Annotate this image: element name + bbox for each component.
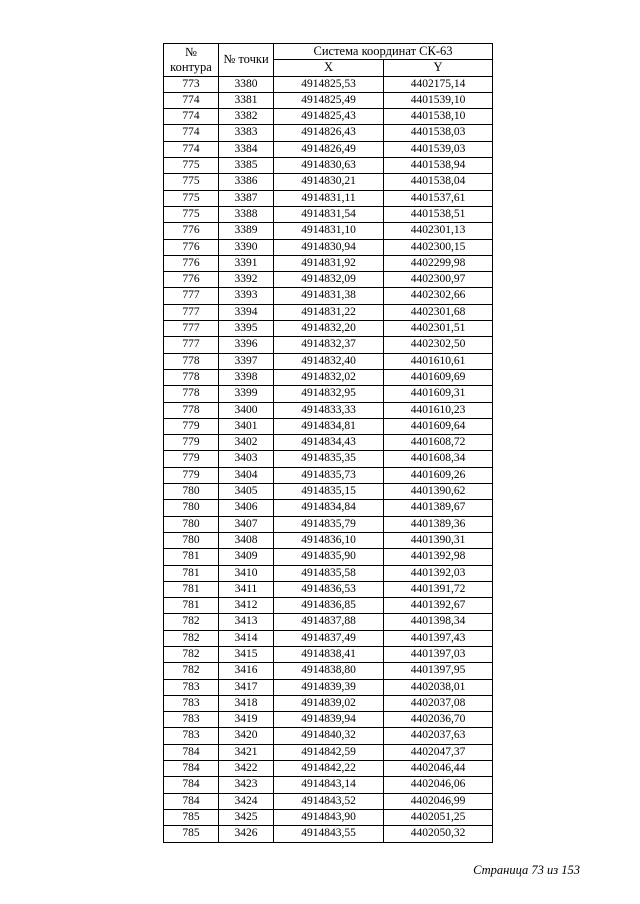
x-cell: 4914836,85 [274,598,384,614]
contour-cell: 782 [164,646,219,662]
x-cell: 4914831,92 [274,255,384,271]
y-cell: 4401389,36 [384,516,493,532]
table-row [164,158,493,174]
point-cell: 3409 [219,549,274,565]
contour-cell: 778 [164,369,219,385]
contour-cell: 783 [164,679,219,695]
contour-cell: 784 [164,777,219,793]
x-cell: 4914831,54 [274,206,384,222]
contour-cell: 774 [164,92,219,108]
point-cell: 3398 [219,369,274,385]
x-cell: 4914843,90 [274,809,384,825]
point-cell: 3404 [219,467,274,483]
contour-cell: 782 [164,630,219,646]
x-cell: 4914830,21 [274,174,384,190]
x-cell: 4914826,43 [274,125,384,141]
x-cell: 4914835,79 [274,516,384,532]
x-cell: 4914840,32 [274,728,384,744]
table-row [164,532,493,548]
y-cell: 4401390,62 [384,484,493,500]
point-cell: 3390 [219,239,274,255]
table-row [164,353,493,369]
y-cell: 4401538,51 [384,206,493,222]
coordinates-table [163,43,493,843]
point-cell: 3402 [219,435,274,451]
y-cell: 4401539,03 [384,141,493,157]
point-cell: 3417 [219,679,274,695]
x-cell: 4914835,15 [274,484,384,500]
table-row [164,712,493,728]
contour-cell: 781 [164,549,219,565]
contour-cell: 783 [164,712,219,728]
point-cell: 3401 [219,418,274,434]
y-cell: 4401397,43 [384,630,493,646]
x-cell: 4914834,84 [274,500,384,516]
contour-cell: 785 [164,826,219,842]
table-row [164,809,493,825]
table-row [164,663,493,679]
table-row [164,255,493,271]
x-cell: 4914835,58 [274,565,384,581]
contour-cell: 784 [164,761,219,777]
y-cell: 4402038,01 [384,679,493,695]
x-cell: 4914826,49 [274,141,384,157]
point-number-header: № точки [219,44,274,77]
y-cell: 4402037,63 [384,728,493,744]
table-row [164,793,493,809]
contour-cell: 782 [164,614,219,630]
table-row [164,451,493,467]
table-row [164,581,493,597]
point-cell: 3399 [219,386,274,402]
x-cell: 4914835,90 [274,549,384,565]
point-cell: 3387 [219,190,274,206]
contour-cell: 776 [164,239,219,255]
table-row [164,190,493,206]
table-row [164,321,493,337]
table-row [164,92,493,108]
x-cell: 4914836,53 [274,581,384,597]
contour-cell: 775 [164,206,219,222]
point-cell: 3418 [219,695,274,711]
contour-cell: 776 [164,223,219,239]
y-cell: 4401389,67 [384,500,493,516]
contour-cell: 779 [164,467,219,483]
x-cell: 4914833,33 [274,402,384,418]
contour-cell: 774 [164,109,219,125]
point-cell: 3423 [219,777,274,793]
contour-cell: 777 [164,304,219,320]
table-header-row [164,44,493,60]
y-cell: 4402175,14 [384,76,493,92]
point-cell: 3413 [219,614,274,630]
table-row [164,435,493,451]
point-cell: 3412 [219,598,274,614]
contour-cell: 774 [164,141,219,157]
table-row [164,109,493,125]
y-cell: 4401391,72 [384,581,493,597]
x-cell: 4914839,39 [274,679,384,695]
contour-cell: 775 [164,190,219,206]
y-cell: 4402047,37 [384,744,493,760]
y-cell: 4401397,03 [384,646,493,662]
y-cell: 4401538,10 [384,109,493,125]
contour-cell: 778 [164,353,219,369]
y-column-header: Y [384,60,493,76]
x-cell: 4914842,22 [274,761,384,777]
y-cell: 4401539,10 [384,92,493,108]
contour-cell: 773 [164,76,219,92]
table-row [164,272,493,288]
x-cell: 4914831,38 [274,288,384,304]
contour-cell: 784 [164,744,219,760]
y-cell: 4401537,61 [384,190,493,206]
table-row [164,598,493,614]
y-cell: 4401390,31 [384,532,493,548]
y-cell: 4402302,66 [384,288,493,304]
y-cell: 4401610,61 [384,353,493,369]
point-cell: 3406 [219,500,274,516]
contour-cell: 780 [164,516,219,532]
contour-cell: 778 [164,386,219,402]
y-cell: 4401392,03 [384,565,493,581]
contour-header-word: контура [170,59,212,74]
table-row [164,549,493,565]
y-cell: 4401398,34 [384,614,493,630]
table-row [164,337,493,353]
y-cell: 4401609,64 [384,418,493,434]
table-row [164,174,493,190]
table-row [164,125,493,141]
point-cell: 3397 [219,353,274,369]
point-cell: 3403 [219,451,274,467]
contour-cell: 776 [164,255,219,271]
x-column-header: X [274,60,384,76]
contour-cell: 780 [164,532,219,548]
contour-cell: 777 [164,337,219,353]
table-body [164,76,493,842]
contour-cell: 777 [164,321,219,337]
contour-cell: 776 [164,272,219,288]
x-cell: 4914832,20 [274,321,384,337]
table-row [164,402,493,418]
contour-number-header [164,44,219,77]
table-row [164,484,493,500]
y-cell: 4401610,23 [384,402,493,418]
table-row [164,223,493,239]
x-cell: 4914836,10 [274,532,384,548]
contour-cell: 781 [164,581,219,597]
y-cell: 4401392,67 [384,598,493,614]
x-cell: 4914843,55 [274,826,384,842]
page-number: Страница 73 из 153 [473,863,580,877]
point-cell: 3380 [219,76,274,92]
y-cell: 4402036,70 [384,712,493,728]
contour-cell: 779 [164,418,219,434]
point-cell: 3384 [219,141,274,157]
contour-cell: 777 [164,288,219,304]
x-cell: 4914842,59 [274,744,384,760]
point-cell: 3416 [219,663,274,679]
point-cell: 3383 [219,125,274,141]
point-cell: 3408 [219,532,274,548]
x-cell: 4914835,73 [274,467,384,483]
coordinate-system-header: Система координат СК-63 [274,44,493,60]
point-cell: 3407 [219,516,274,532]
table-row [164,826,493,842]
point-cell: 3392 [219,272,274,288]
table-row [164,239,493,255]
point-cell: 3415 [219,646,274,662]
y-cell: 4402299,98 [384,255,493,271]
table-row [164,777,493,793]
contour-cell: 781 [164,565,219,581]
contour-cell: 775 [164,174,219,190]
x-cell: 4914834,43 [274,435,384,451]
point-cell: 3382 [219,109,274,125]
contour-cell: 779 [164,435,219,451]
point-cell: 3395 [219,321,274,337]
y-cell: 4401538,03 [384,125,493,141]
y-cell: 4401538,04 [384,174,493,190]
x-cell: 4914825,53 [274,76,384,92]
contour-header-symbol: № [185,44,197,59]
x-cell: 4914832,40 [274,353,384,369]
table-row [164,141,493,157]
point-cell: 3422 [219,761,274,777]
x-cell: 4914830,94 [274,239,384,255]
y-cell: 4402037,08 [384,695,493,711]
point-cell: 3419 [219,712,274,728]
point-cell: 3388 [219,206,274,222]
contour-cell: 774 [164,125,219,141]
point-cell: 3426 [219,826,274,842]
table-row [164,304,493,320]
x-cell: 4914825,43 [274,109,384,125]
point-cell: 3424 [219,793,274,809]
table-row [164,646,493,662]
y-cell: 4402046,06 [384,777,493,793]
table-row [164,516,493,532]
table-row [164,500,493,516]
point-cell: 3411 [219,581,274,597]
x-cell: 4914825,49 [274,92,384,108]
x-cell: 4914832,09 [274,272,384,288]
x-cell: 4914831,10 [274,223,384,239]
x-cell: 4914834,81 [274,418,384,434]
y-cell: 4401609,31 [384,386,493,402]
y-cell: 4402046,99 [384,793,493,809]
y-cell: 4402051,25 [384,809,493,825]
contour-cell: 781 [164,598,219,614]
table-row [164,630,493,646]
x-cell: 4914838,41 [274,646,384,662]
table-row [164,761,493,777]
contour-cell: 780 [164,500,219,516]
table-row [164,206,493,222]
contour-cell: 783 [164,728,219,744]
contour-cell: 784 [164,793,219,809]
x-cell: 4914830,63 [274,158,384,174]
table-row [164,565,493,581]
table-row [164,614,493,630]
table-row [164,695,493,711]
table-row [164,679,493,695]
point-cell: 3410 [219,565,274,581]
x-cell: 4914843,14 [274,777,384,793]
contour-cell: 779 [164,451,219,467]
x-cell: 4914839,94 [274,712,384,728]
x-cell: 4914832,95 [274,386,384,402]
x-cell: 4914832,37 [274,337,384,353]
contour-cell: 783 [164,695,219,711]
contour-cell: 778 [164,402,219,418]
x-cell: 4914838,80 [274,663,384,679]
table-row [164,76,493,92]
contour-cell: 780 [164,484,219,500]
x-cell: 4914835,35 [274,451,384,467]
point-cell: 3421 [219,744,274,760]
x-cell: 4914843,52 [274,793,384,809]
point-cell: 3393 [219,288,274,304]
table-row [164,744,493,760]
point-cell: 3389 [219,223,274,239]
table-row [164,418,493,434]
contour-cell: 775 [164,158,219,174]
x-cell: 4914837,88 [274,614,384,630]
point-cell: 3420 [219,728,274,744]
y-cell: 4402046,44 [384,761,493,777]
y-cell: 4401609,26 [384,467,493,483]
x-cell: 4914831,11 [274,190,384,206]
y-cell: 4401538,94 [384,158,493,174]
y-cell: 4401608,72 [384,435,493,451]
point-cell: 3385 [219,158,274,174]
point-cell: 3394 [219,304,274,320]
point-cell: 3414 [219,630,274,646]
point-cell: 3386 [219,174,274,190]
y-cell: 4402300,15 [384,239,493,255]
table-row [164,369,493,385]
point-cell: 3396 [219,337,274,353]
x-cell: 4914832,02 [274,369,384,385]
y-cell: 4402301,13 [384,223,493,239]
y-cell: 4401397,95 [384,663,493,679]
table-row [164,467,493,483]
x-cell: 4914831,22 [274,304,384,320]
y-cell: 4402302,50 [384,337,493,353]
point-cell: 3425 [219,809,274,825]
point-cell: 3381 [219,92,274,108]
point-cell: 3405 [219,484,274,500]
point-cell: 3400 [219,402,274,418]
x-cell: 4914837,49 [274,630,384,646]
table-row [164,386,493,402]
y-cell: 4402301,68 [384,304,493,320]
point-cell: 3391 [219,255,274,271]
y-cell: 4402301,51 [384,321,493,337]
y-cell: 4401608,34 [384,451,493,467]
y-cell: 4401609,69 [384,369,493,385]
y-cell: 4402050,32 [384,826,493,842]
contour-cell: 782 [164,663,219,679]
y-cell: 4402300,97 [384,272,493,288]
table-row [164,288,493,304]
contour-cell: 785 [164,809,219,825]
y-cell: 4401392,98 [384,549,493,565]
table-row [164,728,493,744]
x-cell: 4914839,02 [274,695,384,711]
